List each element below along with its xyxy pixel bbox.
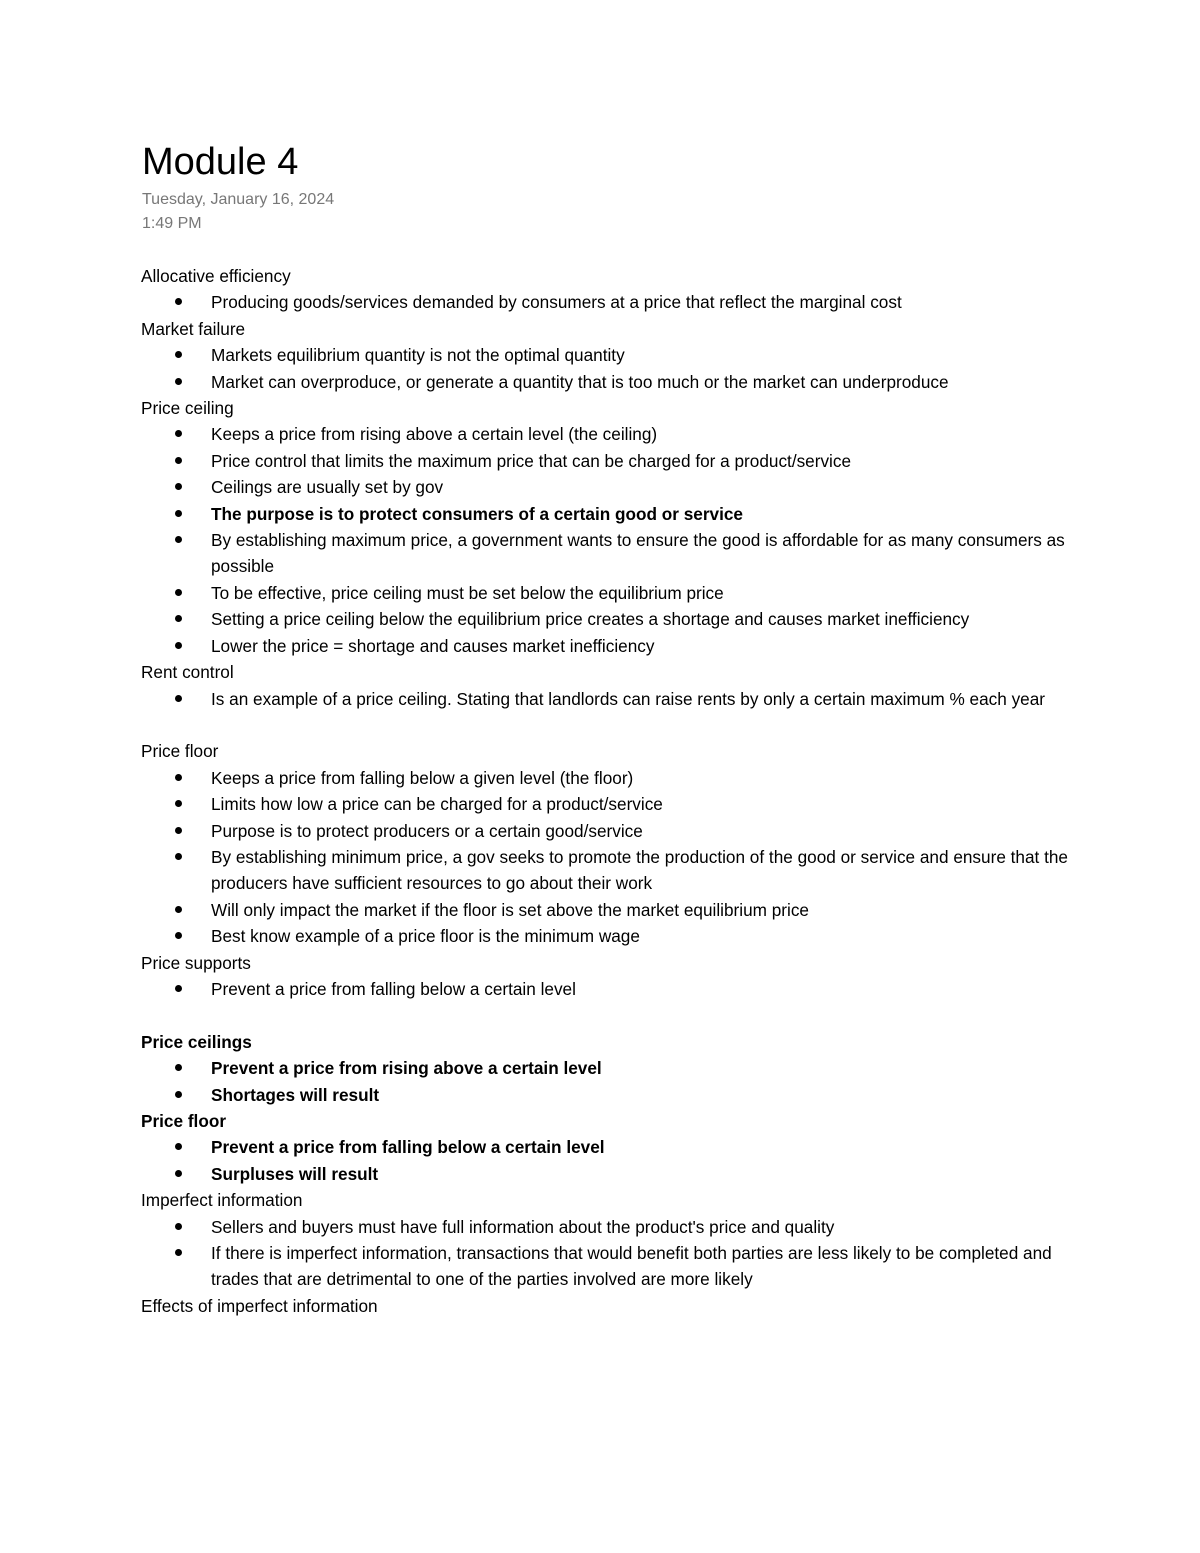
blank-line <box>141 1002 1101 1028</box>
bullet-item: Purpose is to protect producers or a certain good/service <box>211 818 1101 844</box>
heading-price-ceilings-summary: Price ceilings <box>141 1031 252 1052</box>
bullet-item: Surpluses will result <box>211 1161 1101 1187</box>
bullet-item: Ceilings are usually set by gov <box>211 474 1101 500</box>
heading-price-floor: Price floor <box>141 741 219 762</box>
bullet-item: If there is imperfect information, transactions that would benefit both parties are less likely to be completed and trades that are detrimental to one of the parties involved are more likely <box>211 1240 1101 1293</box>
bullet-item: Prevent a price from rising above a certain level <box>211 1055 1101 1081</box>
bullet-item: Will only impact the market if the floor is set above the market equilibrium price <box>211 897 1101 923</box>
bullet-item: Limits how low a price can be charged for a product/service <box>211 791 1101 817</box>
bullet-item: Sellers and buyers must have full information about the product's price and quality <box>211 1214 1101 1240</box>
bullet-item: Markets equilibrium quantity is not the optimal quantity <box>211 342 1101 368</box>
bullet-list <box>141 1055 1101 1108</box>
heading-imperfect-information: Imperfect information <box>141 1190 303 1211</box>
heading-effects-of-imperfect-information: Effects of imperfect information <box>141 1295 378 1316</box>
bullet-list <box>141 1134 1101 1187</box>
bullet-list <box>141 1214 1101 1293</box>
bullet-item: Producing goods/services demanded by consumers at a price that reflect the marginal cost <box>211 289 1101 315</box>
bullet-item: Shortages will result <box>211 1082 1101 1108</box>
bullet-item: Best know example of a price floor is the minimum wage <box>211 923 1101 949</box>
bullet-list <box>141 686 1101 712</box>
bullet-item: Lower the price = shortage and causes market inefficiency <box>211 633 1101 659</box>
bullet-list <box>141 765 1101 950</box>
bullet-list <box>141 976 1101 1002</box>
blank-line <box>141 712 1101 738</box>
heading-rent-control: Rent control <box>141 662 234 683</box>
bullet-item: To be effective, price ceiling must be set below the equilibrium price <box>211 580 1101 606</box>
bullet-item: Keeps a price from rising above a certain level (the ceiling) <box>211 421 1101 447</box>
bullet-item: Prevent a price from falling below a certain level <box>211 1134 1101 1160</box>
bullet-list <box>141 289 1101 315</box>
heading-price-floor-summary: Price floor <box>141 1110 227 1131</box>
bullet-item: Price control that limits the maximum price that can be charged for a product/service <box>211 448 1101 474</box>
bullet-item: By establishing maximum price, a government wants to ensure the good is affordable for as many consumers as possible <box>211 527 1101 580</box>
page-title: Module 4 <box>142 141 299 183</box>
bullet-item: Setting a price ceiling below the equilibrium price creates a shortage and causes market inefficiency <box>211 606 1101 632</box>
bullet-item: Market can overproduce, or generate a quantity that is too much or the market can underproduce <box>211 369 1101 395</box>
bullet-item: Is an example of a price ceiling. Stating that landlords can raise rents by only a certain maximum % each year <box>211 686 1101 712</box>
note-date: Tuesday, January 16, 2024 <box>142 191 335 208</box>
note-body <box>141 263 1101 1319</box>
bullet-item: By establishing minimum price, a gov seeks to promote the production of the good or service and ensure that the producers have sufficient resources to go about their work <box>211 844 1101 897</box>
heading-allocative-efficiency: Allocative efficiency <box>141 266 291 286</box>
bullet-list <box>141 421 1101 659</box>
note-time: 1:49 PM <box>142 215 202 232</box>
bullet-list <box>141 342 1101 395</box>
heading-price-supports: Price supports <box>141 952 251 973</box>
bullet-item: Prevent a price from falling below a certain level <box>211 976 1101 1002</box>
bullet-item-emphasized: The purpose is to protect consumers of a certain good or service <box>211 501 1101 527</box>
bullet-item: Keeps a price from falling below a given level (the floor) <box>211 765 1101 791</box>
heading-price-ceiling: Price ceiling <box>141 398 234 419</box>
heading-market-failure: Market failure <box>141 318 246 339</box>
